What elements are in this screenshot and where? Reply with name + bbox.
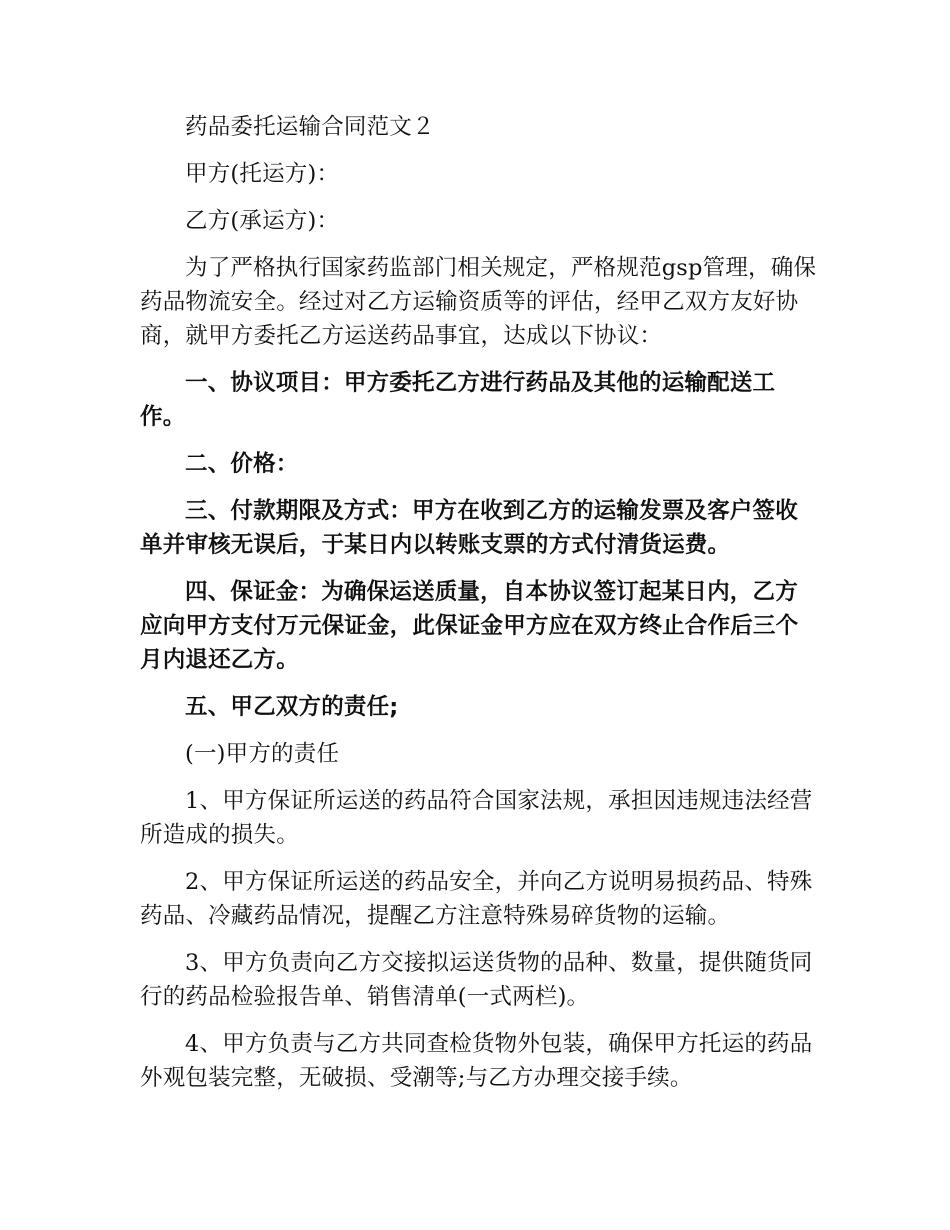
clause-1: 一、协议项目：甲方委托乙方进行药品及其他的运输配送工作。	[140, 370, 776, 430]
intro-paragraph: 为了严格执行国家药监部门相关规定，严格规范gsp管理，确保药品物流安全。经过对乙方运输资质等的评估，经甲乙双方友好协商，就甲方委托乙方运送药品事宜，达成以下协议：	[140, 255, 817, 349]
party-a-line: 甲方(托运方)：	[185, 161, 340, 187]
clause-3: 三、付款期限及方式：甲方在收到乙方的运输发票及客户签收单并审核无误后，于某日内以转账支票的方式付清货运费。	[140, 498, 798, 558]
duty-item-2: 2、甲方保证所运送的药品安全，并向乙方说明易损药品、特殊药品、冷藏药品情况，提醒乙方注意特殊易碎货物的运输。	[140, 869, 813, 929]
clause-5: 五、甲乙双方的责任;	[185, 694, 399, 720]
subsection-party-a-duties: (一)甲方的责任	[185, 741, 340, 767]
document-page	[140, 110, 820, 1108]
duty-item-1: 1、甲方保证所运送的药品符合国家法规，承担因违规违法经营所造成的损失。	[140, 788, 813, 848]
clause-2: 二、价格：	[185, 451, 299, 477]
document-title: 药品委托运输合同范文２	[185, 114, 435, 140]
duty-item-4: 4、甲方负责与乙方共同查检货物外包装，确保甲方托运的药品外观包装完整，无破损、受潮等;与乙方办理交接手续。	[140, 1031, 813, 1091]
clause-4: 四、保证金：为确保运送质量，自本协议签订起某日内，乙方应向甲方支付万元保证金，此保证金甲方应在双方终止合作后三个月内退还乙方。	[140, 579, 799, 673]
duty-item-3: 3、甲方负责向乙方交接拟运送货物的品种、数量，提供随货同行的药品检验报告单、销售清单(一式两栏)。	[140, 950, 813, 1010]
party-b-line: 乙方(承运方)：	[185, 208, 340, 234]
